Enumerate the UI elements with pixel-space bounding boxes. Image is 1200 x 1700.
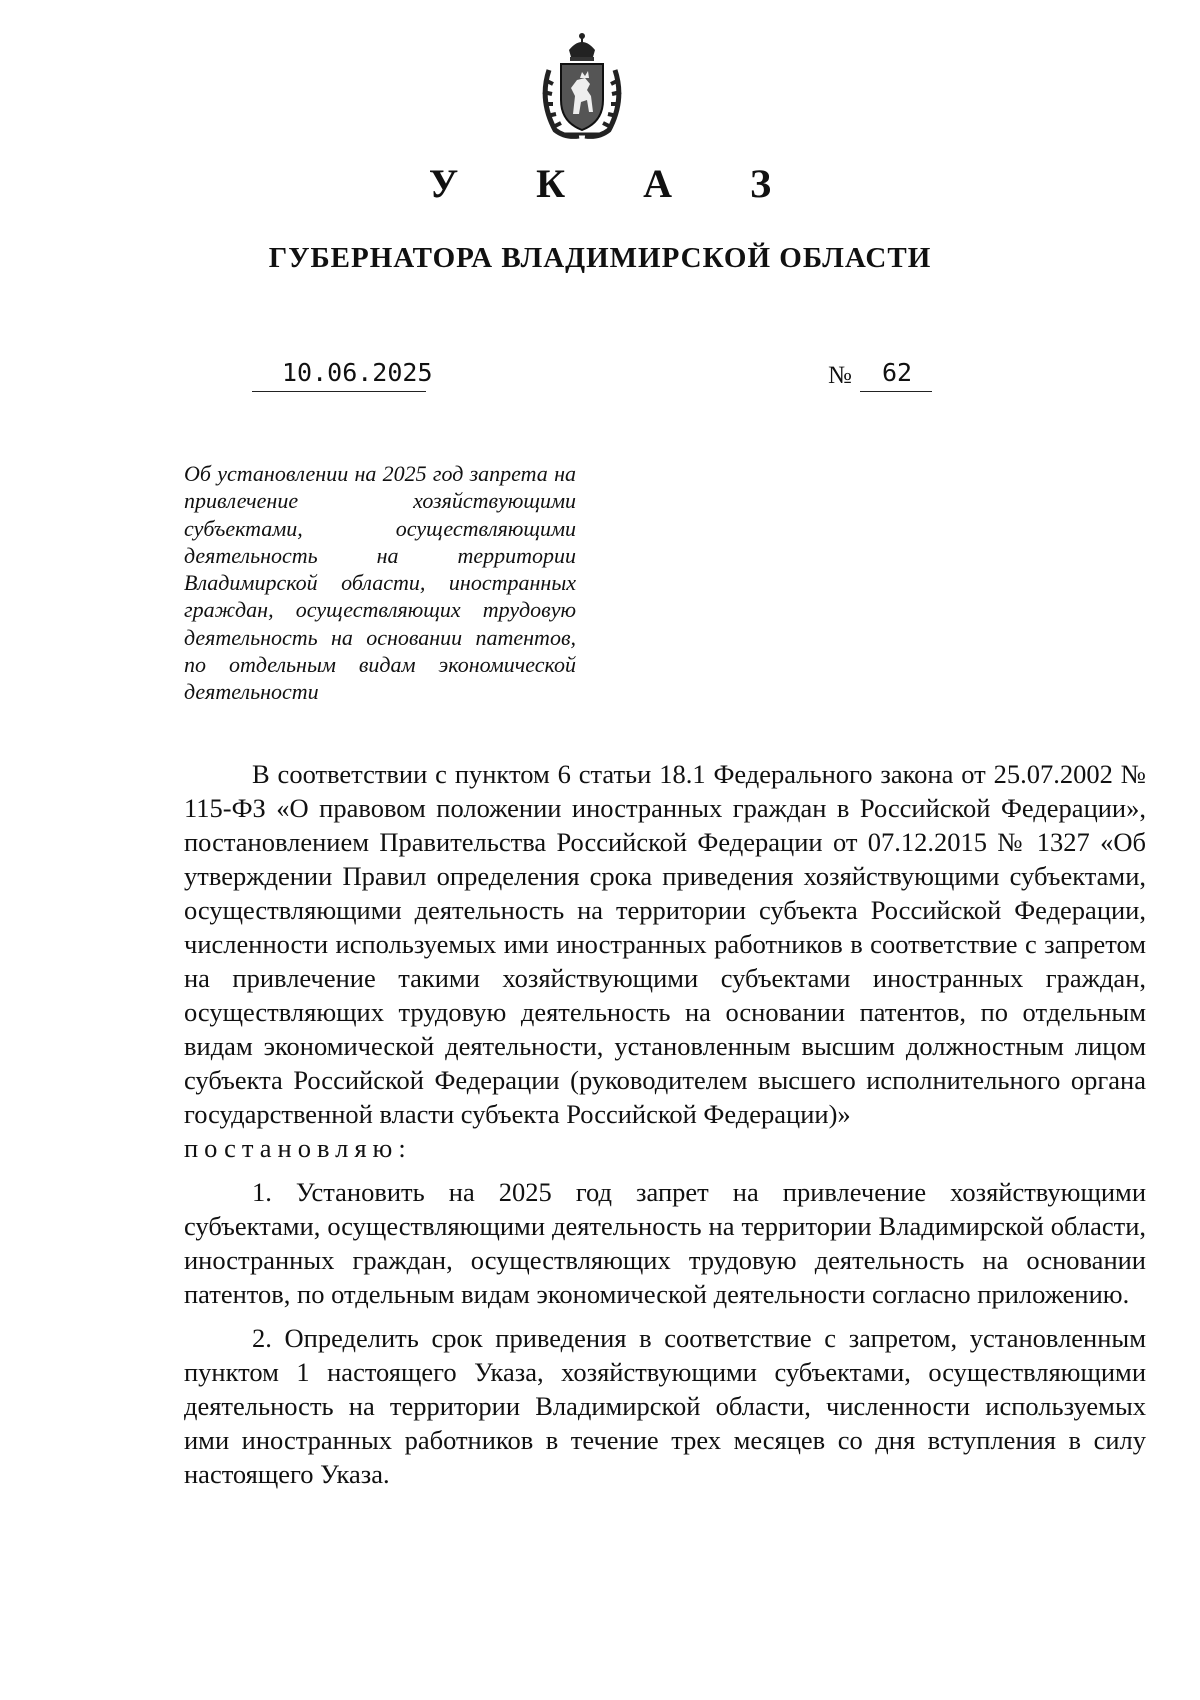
document-title: У К А З [428, 161, 806, 206]
date-value: 10.06.2025 [282, 358, 433, 387]
list-item: 1. Установить на 2025 год запрет на привлечение хозяйствующими субъектами, осуществляющими деятельность на территории Владимирской области, иностранных граждан, осуществляющих трудовую деятельность на основании патентов, по отдельным видам экономической деятельности согласно приложению. [184, 1177, 1146, 1309]
number-value: 62 [882, 358, 913, 387]
list-item: 2. Определить срок приведения в соответствие с запретом, установленным пунктом 1 настоящего Указа, хозяйствующими субъектами, осуществляющими деятельность на территории Владимирской области, численности используемых ими иностранных работников в течение трех месяцев со дня вступления в силу настоящего Указа. [184, 1323, 1146, 1489]
preamble-paragraph: В соответствии с пунктом 6 статьи 18.1 Федерального закона от 25.07.2002 № 115-ФЗ «О правовом положении иностранных граждан в Российской Федерации», постановлением Правительства Российской Федерации от 07.12.2015 № 1327 «Об утверждении Правил определения срока приведения хозяйствующими субъектами, осуществляющими деятельность на территории субъекта Российской Федерации, численности используемых ими иностранных работников в соответствие с запретом на привлечение такими хозяйствующими субъектами иностранных граждан, осуществляющих трудовую деятельность на основании патентов, по отдельным видам экономической деятельности, установленным высшим должностным лицом субъекта Российской Федерации (руководителем высшего исполнительного органа государственной власти субъекта Российской Федерации)» [184, 759, 1146, 1129]
document-body [184, 757, 1146, 1491]
document-subject: Об установлении на 2025 год запрета на привлечение хозяйствующими субъектами, осуществляющими деятельность на территории Владимирской области, иностранных граждан, осуществляющих трудовую деятельность на основании патентов, по отдельным видам экономической деятельности [184, 461, 576, 705]
number-sign: № [828, 362, 852, 389]
date-field [252, 357, 433, 392]
number-field [860, 357, 932, 392]
document-subtitle: ГУБЕРНАТОРА ВЛАДИМИРСКОЙ ОБЛАСТИ [268, 242, 932, 274]
coat-of-arms-icon [535, 30, 629, 142]
decree-word: постановляю: [184, 1133, 412, 1163]
